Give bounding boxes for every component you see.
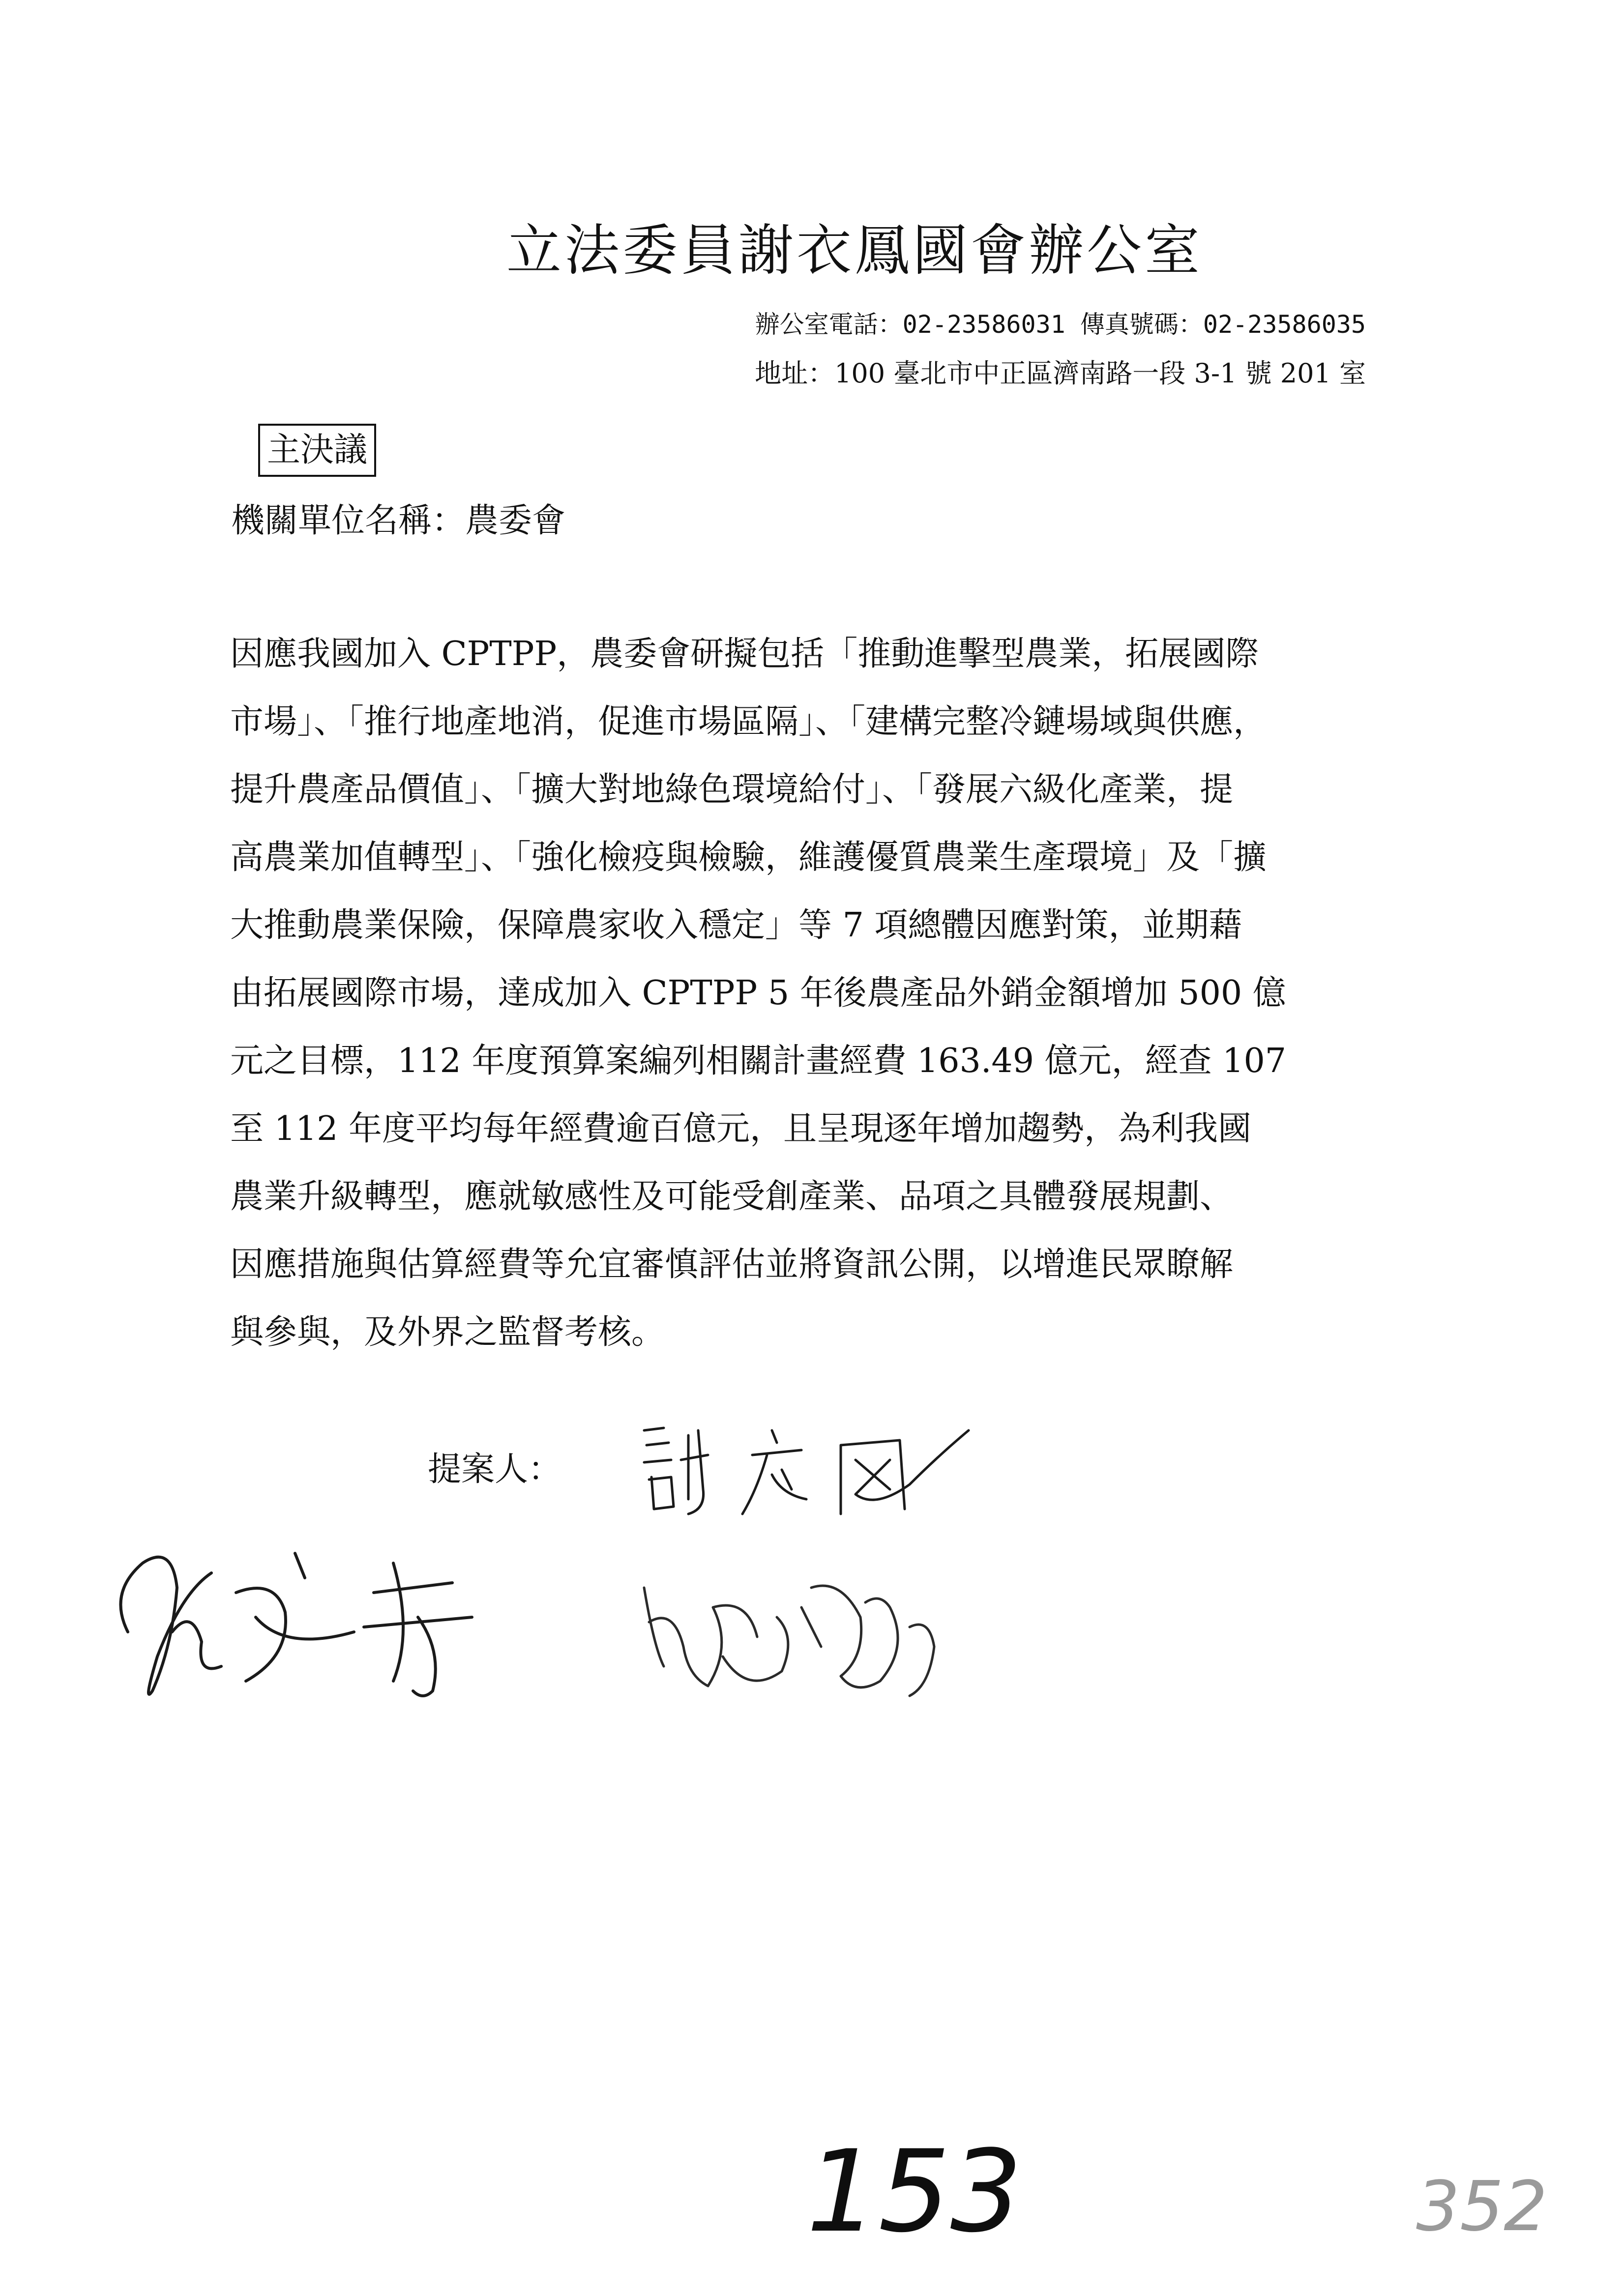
body-line: 市場」、「推行地產地消，促進市場區隔」、「建構完整冷鏈場域與供應，	[230, 702, 1267, 741]
body-line: 農業升級轉型，應就敏感性及可能受創產業、品項之具體發展規劃、	[230, 1177, 1234, 1216]
signature-scribble	[634, 1548, 978, 1715]
body-line: 提升農產品價值」、「擴大對地綠色環境給付」、「發展六級化產業，提	[230, 770, 1234, 809]
proposer-label: 提案人：	[428, 1450, 562, 1489]
address-line: 地址：100 臺北市中正區濟南路一段 3-1 號 201 室	[755, 358, 1366, 389]
body-line: 因應措施與估算經費等允宜審慎評估並將資訊公開，以增進民眾瞭解	[230, 1245, 1234, 1284]
sheet-number: 352	[1416, 2167, 1548, 2247]
agency-name-line: 機關單位名稱：農委會	[231, 501, 566, 540]
body-line: 與參與，及外界之監督考核。	[230, 1313, 665, 1352]
phone-fax-line: 辦公室電話：02-23586031 傳真號碼：02-23586035	[755, 310, 1366, 339]
signature-proposer	[624, 1416, 1018, 1524]
body-line: 至 112 年度平均每年經費逾百億元，且呈現逐年增加趨勢，為利我國	[230, 1109, 1252, 1148]
body-line: 因應我國加入 CPTPP，農委會研擬包括「推動進擊型農業，拓展國際	[230, 635, 1259, 673]
body-line: 大推動農業保險，保障農家收入穩定」等 7 項總體因應對策，並期藉	[230, 906, 1242, 945]
resolution-body	[230, 620, 1381, 1366]
signature-scribble	[624, 1416, 1018, 1524]
document-type-box: 主決議	[258, 424, 376, 477]
body-line: 元之目標，112 年度預算案編列相關計畫經費 163.49 億元，經查 107	[230, 1042, 1286, 1080]
signature-cosigner-2	[634, 1548, 978, 1715]
page-number: 153	[806, 2126, 1022, 2258]
signature-cosigner-1	[98, 1534, 590, 1711]
signature-scribble	[98, 1534, 590, 1711]
body-line: 高農業加值轉型」、「強化檢疫與檢驗，維護優質農業生產環境」及「擴	[230, 838, 1267, 877]
body-line: 由拓展國際市場，達成加入 CPTPP 5 年後農產品外銷金額增加 500 億	[230, 974, 1286, 1013]
office-title: 立法委員謝衣鳳國會辦公室	[506, 219, 1203, 283]
